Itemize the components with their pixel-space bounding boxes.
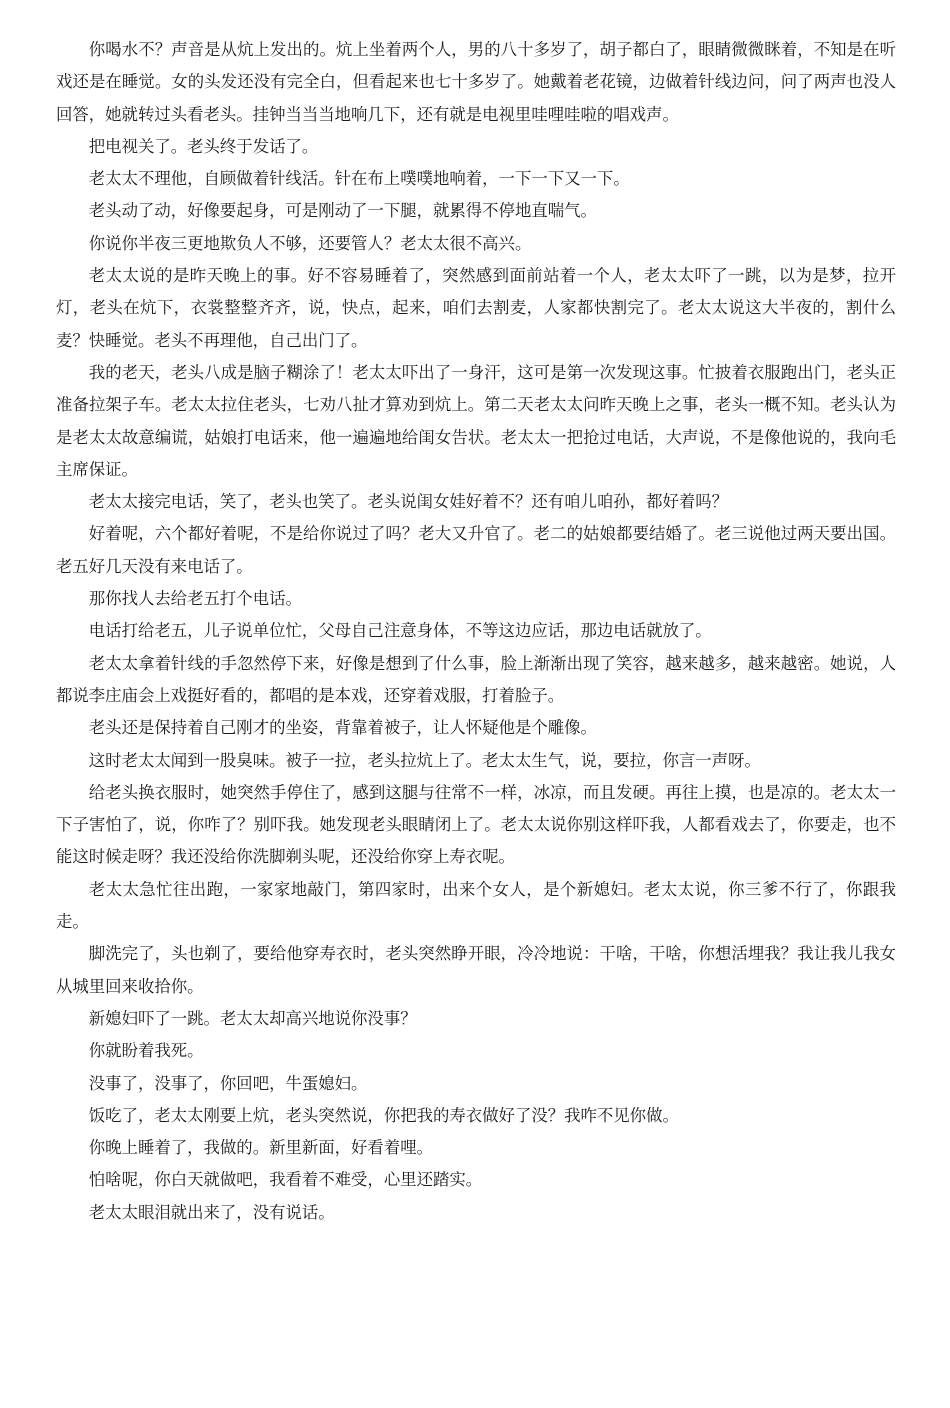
paragraph: 把电视关了。老头终于发话了。	[88, 136, 319, 156]
paragraph: 饭吃了，老太太刚要上炕，老头突然说，你把我的寿衣做好了没？我咋不见你做。	[88, 1105, 679, 1125]
paragraph: 你晚上睡着了，我做的。新里新面，好看着哩。	[88, 1138, 433, 1158]
paragraph: 给老头换衣服时，她突然手停住了，感到这腿与往常不一样，冰凉，而且发硬。再往上摸，也是凉的。老太太一下子害怕了，说，你咋了？别吓我。她发现老头眼睛闭上了。老太太说你别这样吓我，人都看戏去了，你要走，也不能这时候走呀？我还没给你洗脚剃头呢，还没给你穿上寿衣呢。	[56, 782, 896, 867]
story-text	[56, 34, 896, 1229]
paragraph: 我的老天，老头八成是脑子糊涂了！老太太吓出了一身汗，这可是第一次发现这事。忙披着衣服跑出门，老头正准备拉架子车。老太太拉住老头，七劝八扯才算劝到炕上。第二天老太太问昨天晚上之事，老头一概不知。老头认为是老太太故意编谎，姑娘打电话来，他一遍遍地给闺女告状。老太太一把抢过电话，大声说，不是像他说的，我向毛主席保证。	[56, 362, 896, 479]
paragraph: 老太太不理他，自顾做着针线活。针在布上噗噗地响着，一下一下又一下。	[88, 169, 630, 189]
paragraph: 没事了，没事了，你回吧，牛蛋媳妇。	[88, 1073, 368, 1093]
paragraph: 老太太拿着针线的手忽然停下来，好像是想到了什么事，脸上渐渐出现了笑容，越来越多，越来越密。她说，人都说李庄庙会上戏挺好看的，都唱的是本戏，还穿着戏服，打着脸子。	[56, 653, 896, 705]
paragraph: 你喝水不？声音是从炕上发出的。炕上坐着两个人，男的八十多岁了，胡子都白了，眼睛微微眯着，不知是在听戏还是在睡觉。女的头发还没有完全白，但看起来也七十多岁了。她戴着老花镜，边做着针线边问，问了两声也没人回答，她就转过头看老头。挂钟当当当地响几下，还有就是电视里哇哩哇啦的唱戏声。	[56, 40, 896, 124]
paragraph: 老头动了动，好像要起身，可是刚动了一下腿，就累得不停地直喘气。	[88, 201, 597, 221]
paragraph: 怕啥呢，你白天就做吧，我看着不难受，心里还踏实。	[88, 1170, 483, 1190]
paragraph: 电话打给老五，儿子说单位忙，父母自己注意身体，不等这边应话，那边电话就放了。	[88, 621, 712, 641]
paragraph: 老头还是保持着自己刚才的坐姿，背靠着被子，让人怀疑他是个雕像。	[88, 718, 597, 738]
paragraph: 那你找人去给老五打个电话。	[88, 589, 302, 609]
paragraph: 老太太急忙往出跑，一家家地敲门，第四家时，出来个女人，是个新媳妇。老太太说，你三爹不行了，你跟我走。	[56, 879, 896, 932]
paragraph: 老太太眼泪就出来了，没有说话。	[88, 1202, 335, 1222]
paragraph: 新媳妇吓了一跳。老太太却高兴地说你没事？	[88, 1008, 417, 1028]
paragraph: 好着呢，六个都好着呢，不是给你说过了吗？老大又升官了。老二的姑娘都要结婚了。老三说他过两天要出国。老五好几天没有来电话了。	[56, 524, 896, 576]
paragraph: 老太太接完电话，笑了，老头也笑了。老头说闺女娃好着不？还有咱儿咱孙，都好着吗？	[88, 492, 729, 512]
paragraph: 你说你半夜三更地欺负人不够，还要管人？老太太很不高兴。	[88, 233, 532, 253]
paragraph: 你就盼着我死。	[88, 1041, 204, 1061]
paragraph: 这时老太太闻到一股臭味。被子一拉，老头拉炕上了。老太太生气，说，要拉，你言一声呀。	[88, 750, 761, 770]
paragraph: 脚洗完了，头也剃了，要给他穿寿衣时，老头突然睁开眼，冷冷地说：干啥，干啥，你想活埋我？我让我儿我女从城里回来收拾你。	[56, 944, 896, 996]
paragraph: 老太太说的是昨天晚上的事。好不容易睡着了，突然感到面前站着一个人，老太太吓了一跳，以为是梦，拉开灯，老头在炕下，衣裳整整齐齐，说，快点，起来，咱们去割麦，人家都快割完了。老太太说这大半夜的，割什么麦？快睡觉。老头不再理他，自己出门了。	[56, 266, 896, 350]
